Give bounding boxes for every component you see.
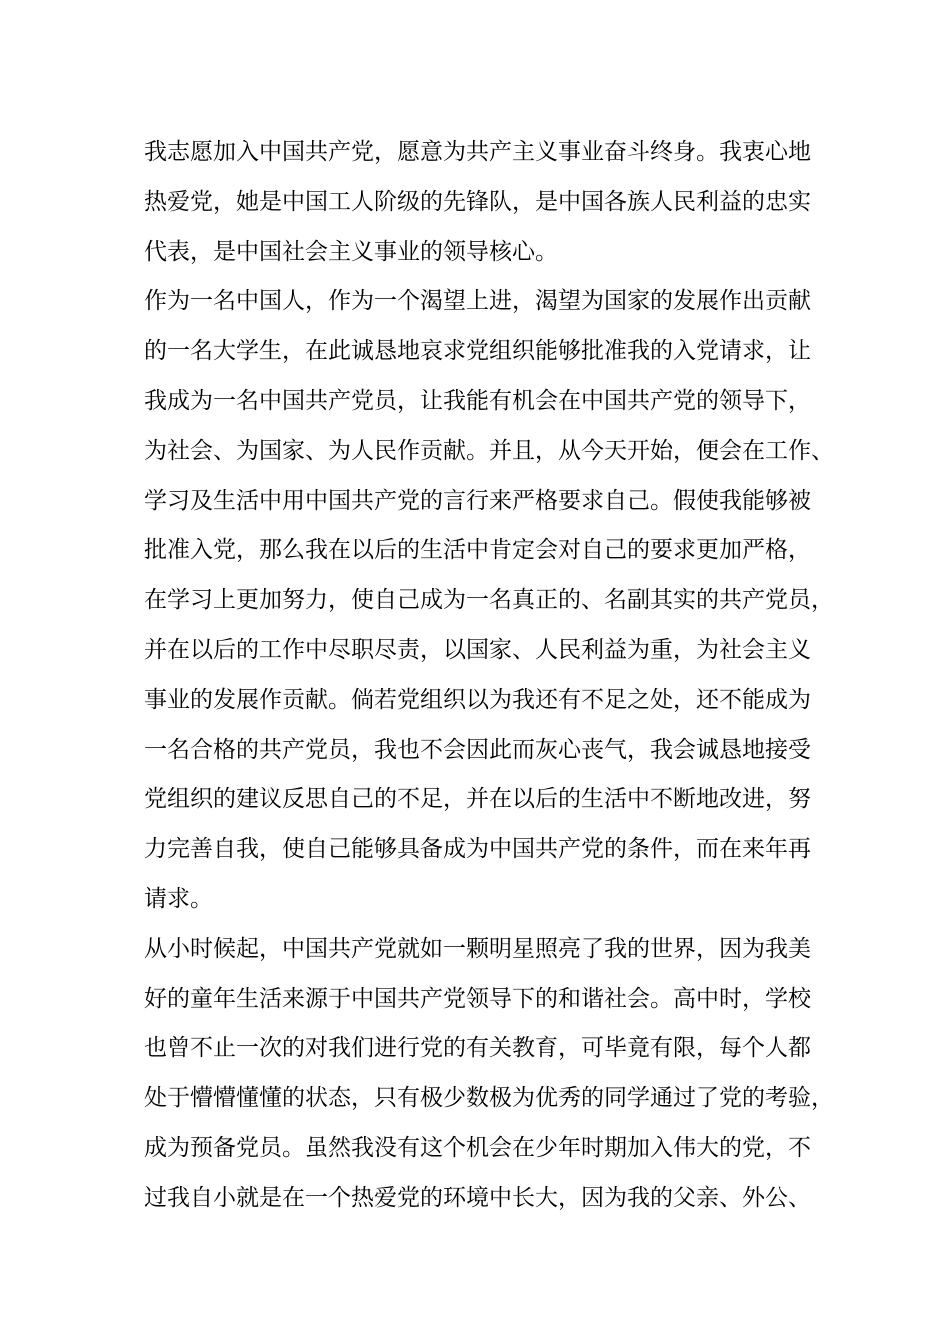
text-line: 成为预备党员。虽然我没有这个机会在少年时期加入伟大的党，不 [144, 1134, 811, 1161]
text-line: 在学习上更加努力，使自己成为一名真正的、名副其实的共产党员， [144, 587, 834, 614]
text-line: 作为一名中国人，作为一个渴望上进，渴望为国家的发展作出贡献 [144, 288, 811, 315]
text-line: 的一名大学生，在此诚恳地哀求党组织能够批准我的入党请求，让 [144, 338, 811, 365]
text-line: 处于懵懵懂懂的状态，只有极少数极为优秀的同学通过了党的考验， [144, 1085, 834, 1112]
text-line: 我成为一名中国共产党员，让我能有机会在中国共产党的领导下， [144, 387, 811, 414]
text-line: 好的童年生活来源于中国共产党领导下的和谐社会。高中时，学校 [144, 985, 811, 1012]
text-line: 我志愿加入中国共产党，愿意为共产主义事业奋斗终身。我衷心地 [144, 139, 811, 165]
text-line: 力完善自我，使自己能够具备成为中国共产党的条件，而在来年再 [144, 836, 811, 863]
text-line: 请求。 [144, 885, 213, 912]
text-line: 一名合格的共产党员，我也不会因此而灰心丧气，我会诚恳地接受 [144, 736, 811, 763]
text-line: 批准入党，那么我在以后的生活中肯定会对自己的要求更加严格， [144, 537, 811, 564]
text-line: 党组织的建议反思自己的不足，并在以后的生活中不断地改进，努 [144, 786, 811, 813]
text-line: 代表，是中国社会主义事业的领导核心。 [144, 238, 558, 265]
text-line: 也曾不止一次的对我们进行党的有关教育，可毕竟有限，每个人都 [144, 1035, 811, 1062]
text-line: 并在以后的工作中尽职尽责，以国家、人民利益为重，为社会主义 [144, 636, 811, 663]
text-line: 为社会、为国家、为人民作贡献。并且，从今天开始，便会在工作、 [144, 437, 834, 464]
document-body [144, 128, 844, 1224]
text-line: 从小时候起，中国共产党就如一颗明星照亮了我的世界，因为我美 [144, 935, 811, 962]
text-line: 过我自小就是在一个热爱党的环境中长大，因为我的父亲、外公、 [144, 1184, 811, 1211]
text-line: 事业的发展作贡献。倘若党组织以为我还有不足之处，还不能成为 [144, 686, 811, 713]
text-line: 学习及生活中用中国共产党的言行来严格要求自己。假使我能够被 [144, 487, 811, 514]
text-line: 热爱党，她是中国工人阶级的先锋队，是中国各族人民利益的忠实 [144, 188, 811, 215]
